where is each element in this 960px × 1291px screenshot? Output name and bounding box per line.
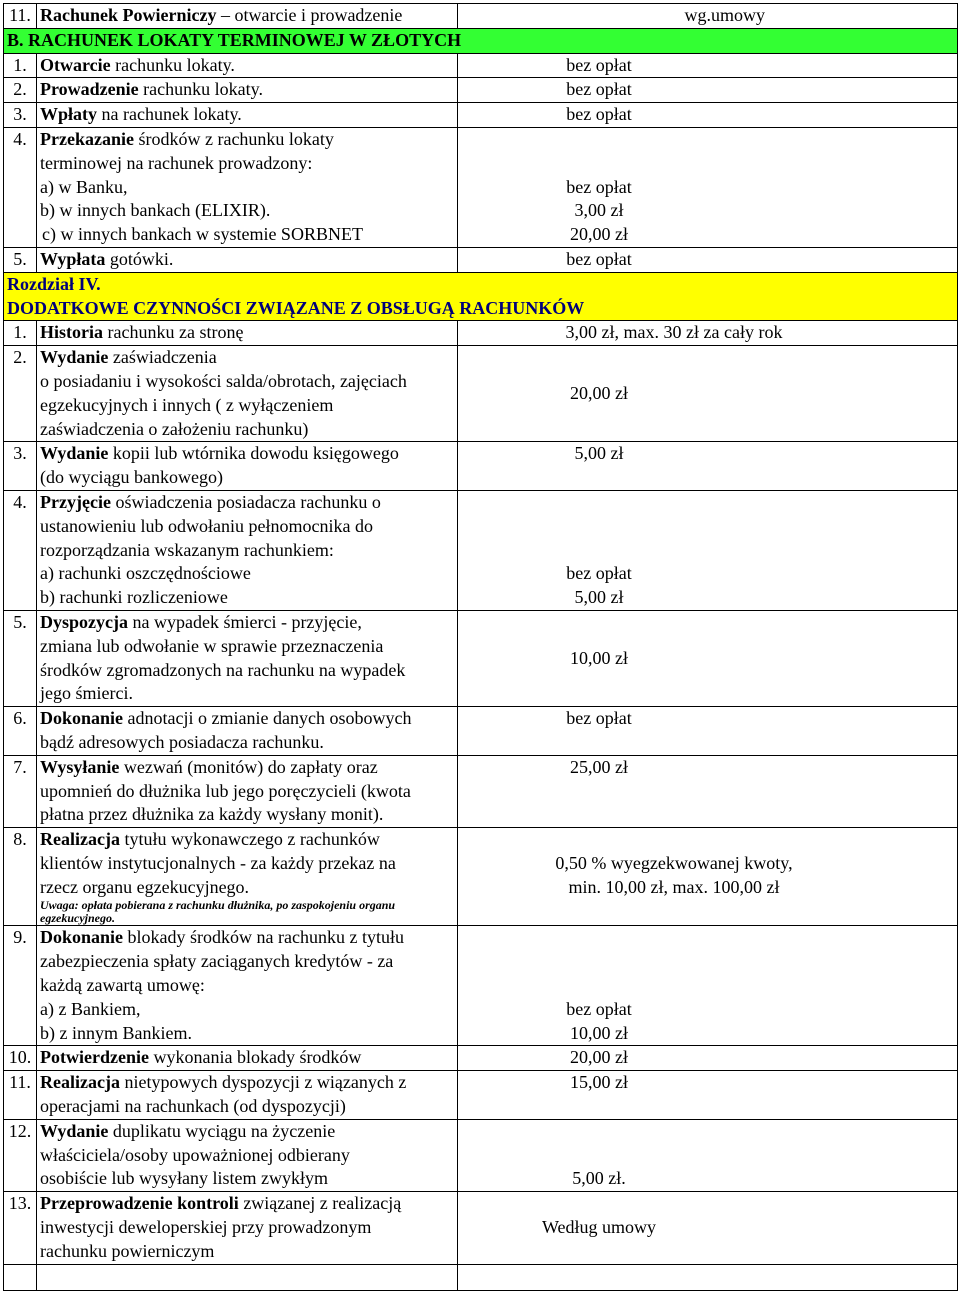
table-row bbox=[4, 1046, 958, 1071]
row-number: 1. bbox=[4, 53, 37, 78]
row-description: Wypłata gotówki. bbox=[37, 247, 458, 272]
row-description: Wysyłanie wezwań (monitów) do zapłaty oraz upomnień do dłużnika lub jego poręczycieli (kwota płatna przez dłużnika za każdy wysłany monit). bbox=[37, 755, 458, 827]
row-fee: bez opłat 10,00 zł bbox=[458, 926, 958, 1046]
table-row bbox=[4, 442, 958, 491]
row-description: Wydanie duplikatu wyciągu na życzenie właściciela/osoby upoważnionej odbierany osobiście lub wysyłany listem zwykłym bbox=[37, 1119, 458, 1191]
table-row bbox=[4, 53, 958, 78]
row-description: Wpłaty na rachunek lokaty. bbox=[37, 103, 458, 128]
row-fee: wg.umowy bbox=[458, 4, 958, 29]
table-row bbox=[4, 490, 958, 610]
row-fee: 10,00 zł bbox=[458, 610, 958, 706]
section-header-iv bbox=[4, 272, 958, 321]
row-description: Realizacja nietypowych dyspozycji z wiązanych z operacjami na rachunkach (od dyspozycji) bbox=[37, 1071, 458, 1120]
table-row bbox=[4, 247, 958, 272]
row-description: Rachunek Powierniczy – otwarcie i prowadzenie bbox=[37, 4, 458, 29]
table-row bbox=[4, 103, 958, 128]
row-fee: 20,00 zł bbox=[458, 1046, 958, 1071]
row-description: Otwarcie rachunku lokaty. bbox=[37, 53, 458, 78]
table-row bbox=[4, 127, 958, 247]
row-fee: 25,00 zł bbox=[458, 755, 958, 827]
row-fee: bez opłat bbox=[458, 707, 958, 756]
table-row bbox=[4, 4, 958, 29]
row-number: 6. bbox=[4, 707, 37, 756]
row-number: 2. bbox=[4, 346, 37, 442]
table-row bbox=[4, 1119, 958, 1191]
row-number: 8. bbox=[4, 828, 37, 926]
row-description: Prowadzenie rachunku lokaty. bbox=[37, 78, 458, 103]
row-number: 13. bbox=[4, 1192, 37, 1264]
row-number: 5. bbox=[4, 247, 37, 272]
table-row bbox=[4, 346, 958, 442]
row-description: Realizacja tytułu wykonawczego z rachunków klientów instytucjonalnych - za każdy przekaz na rzecz organu egzekucyjnego. Uwaga: opłata pobierana z rachunku dłużnika, po zaspokojeniu organu egzekucyjnego. bbox=[37, 828, 458, 926]
row-number: 3. bbox=[4, 103, 37, 128]
table-row bbox=[4, 1071, 958, 1120]
row-number: 12. bbox=[4, 1119, 37, 1191]
table-row bbox=[4, 828, 958, 926]
row-number: 3. bbox=[4, 442, 37, 491]
row-fee: bez opłat bbox=[458, 53, 958, 78]
row-number: 11. bbox=[4, 1071, 37, 1120]
row-description: Dokonanie adnotacji o zmianie danych osobowych bądź adresowych posiadacza rachunku. bbox=[37, 707, 458, 756]
table-row bbox=[4, 78, 958, 103]
section-header-b bbox=[4, 28, 958, 53]
row-number: 11. bbox=[4, 4, 37, 29]
table-row bbox=[4, 321, 958, 346]
row-number: 7. bbox=[4, 755, 37, 827]
row-fee: 0,50 % wyegzekwowanej kwoty, min. 10,00 zł, max. 100,00 zł bbox=[458, 828, 958, 926]
row-fee bbox=[458, 1264, 958, 1290]
row-number: 4. bbox=[4, 127, 37, 247]
row-fee: 3,00 zł, max. 30 zł za cały rok bbox=[458, 321, 958, 346]
row-description bbox=[37, 1264, 458, 1290]
row-fee: 15,00 zł bbox=[458, 1071, 958, 1120]
row-description: Przeprowadzenie kontroli związanej z realizacją inwestycji deweloperskiej przy prowadzonym rachunku powierniczym bbox=[37, 1192, 458, 1264]
row-fee: 5,00 zł. bbox=[458, 1119, 958, 1191]
row-description: Dokonanie blokady środków na rachunku z tytułu zabezpieczenia spłaty zaciąganych kredytów - za każdą zawartą umowę: a) z Bankiem, b) z innym Bankiem. bbox=[37, 926, 458, 1046]
row-number: 1. bbox=[4, 321, 37, 346]
row-description: Wydanie zaświadczenia o posiadaniu i wysokości salda/obrotach, zajęciach egzekucyjnych i innych ( z wyłączeniem zaświadczenia o założeniu rachunku) bbox=[37, 346, 458, 442]
row-description: Przekazanie środków z rachunku lokaty terminowej na rachunek prowadzony: a) w Banku, b) w innych bankach (ELIXIR). c) w innych bankach w systemie SORBNET bbox=[37, 127, 458, 247]
section-title: B. RACHUNEK LOKATY TERMINOWEJ W ZŁOTYCH bbox=[4, 28, 958, 53]
table-row bbox=[4, 707, 958, 756]
table-row bbox=[4, 755, 958, 827]
row-fee: bez opłat bbox=[458, 247, 958, 272]
row-number bbox=[4, 1264, 37, 1290]
row-fee: Według umowy bbox=[458, 1192, 958, 1264]
row-number: 10. bbox=[4, 1046, 37, 1071]
row-description: Dyspozycja na wypadek śmierci - przyjęcie, zmiana lub odwołanie w sprawie przeznaczenia środków zgromadzonych na rachunku na wypadek jego śmierci. bbox=[37, 610, 458, 706]
row-description: Historia rachunku za stronę bbox=[37, 321, 458, 346]
table-row bbox=[4, 926, 958, 1046]
row-fee: bez opłat bbox=[458, 103, 958, 128]
row-description: Przyjęcie oświadczenia posiadacza rachunku o ustanowieniu lub odwołaniu pełnomocnika do rozporządzania wskazanym rachunkiem: a) rachunki oszczędnościowe b) rachunki rozliczeniowe bbox=[37, 490, 458, 610]
row-fee: bez opłat 5,00 zł bbox=[458, 490, 958, 610]
row-number: 4. bbox=[4, 490, 37, 610]
fee-table bbox=[3, 3, 958, 1291]
table-row bbox=[4, 610, 958, 706]
row-fee: 5,00 zł bbox=[458, 442, 958, 491]
row-fee: bez opłat bbox=[458, 78, 958, 103]
table-row-empty bbox=[4, 1264, 958, 1290]
row-number: 5. bbox=[4, 610, 37, 706]
row-description: Potwierdzenie wykonania blokady środków bbox=[37, 1046, 458, 1071]
row-number: 9. bbox=[4, 926, 37, 1046]
row-number: 2. bbox=[4, 78, 37, 103]
row-description: Wydanie kopii lub wtórnika dowodu księgowego (do wyciągu bankowego) bbox=[37, 442, 458, 491]
table-row bbox=[4, 1192, 958, 1264]
section-title: Rozdział IV. DODATKOWE CZYNNOŚCI ZWIĄZANE Z OBSŁUGĄ RACHUNKÓW bbox=[4, 272, 958, 321]
row-fee: bez opłat 3,00 zł 20,00 zł bbox=[458, 127, 958, 247]
row-fee: 20,00 zł bbox=[458, 346, 958, 442]
